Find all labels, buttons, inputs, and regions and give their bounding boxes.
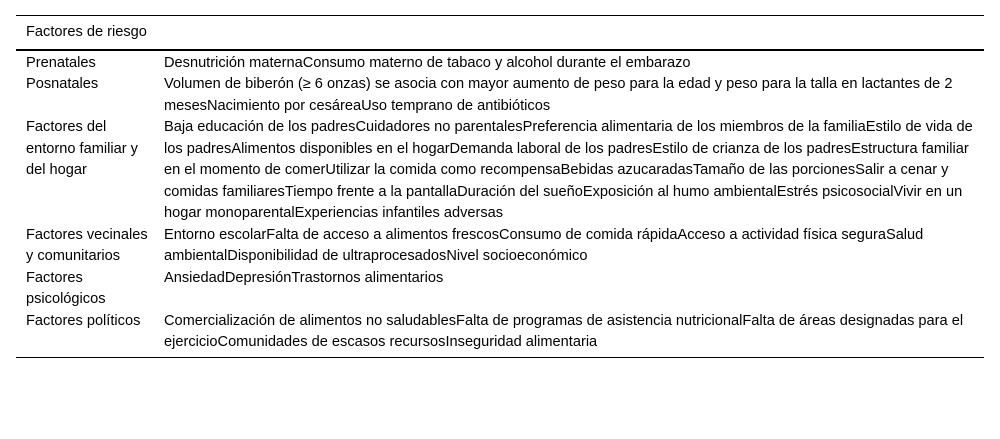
- table-body: [16, 50, 984, 358]
- table-row-entorno-familiar: [16, 117, 984, 225]
- table-header: [16, 16, 984, 50]
- table-row-vecinales: [16, 225, 984, 268]
- factor-items: Comercialización de alimentos no saludablesFalta de programas de asistencia nutricionalFalta de áreas designadas para el ejercicioComunidades de escasos recursosInseguridad alimentaria: [164, 312, 964, 350]
- factor-label: Factores del entorno familiar y del hogar: [26, 119, 138, 178]
- factor-label: Prenatales: [26, 54, 96, 71]
- factor-items: Volumen de biberón (≥ 6 onzas) se asocia con mayor aumento de peso para la edad y peso para la talla en lactantes de 2 mesesNacimiento por cesáreaUso temprano de antibióticos: [164, 76, 953, 114]
- header-empty: [160, 16, 984, 50]
- factor-items: Baja educación de los padresCuidadores no parentalesPreferencia alimentaria de los miembros de la familiaEstilo de vida de los padresAlimentos disponibles en el hogarDemanda laboral de los padresEstilo de crianza de los padresEstructura familiar en el momento de comerUtilizar la comida como recompensaBebidas azucaradasTamaño de las porcionesSalir a cenar y comidas familiaresTiempo frente a la pantallaDuración del sueñoExposición al humo ambientalEstrés psicosocialVivir en un hogar monoparentalExperiencias infantiles adversas: [164, 119, 973, 221]
- factor-label: Factores psicológicos: [26, 269, 106, 307]
- table-row-psicologicos: [16, 268, 984, 311]
- table-header-row: [16, 16, 984, 50]
- factor-label: Factores políticos: [26, 312, 141, 329]
- table-row-prenatales: [16, 50, 984, 75]
- factor-items: AnsiedadDepresiónTrastornos alimentarios: [164, 269, 444, 286]
- header-risk-factors: Factores de riesgo: [26, 24, 147, 40]
- risk-factors-table: [16, 15, 984, 358]
- factor-items: Desnutrición maternaConsumo materno de tabaco y alcohol durante el embarazo: [164, 54, 691, 71]
- table-row-politicos: [16, 311, 984, 358]
- factor-label: Factores vecinales y comunitarios: [26, 226, 148, 264]
- risk-factors-table-container: [16, 15, 984, 358]
- table-row-posnatales: [16, 74, 984, 117]
- factor-label: Posnatales: [26, 76, 99, 92]
- factor-items: Entorno escolarFalta de acceso a alimentos frescosConsumo de comida rápidaAcceso a actividad física seguraSalud ambientalDisponibilidad de ultraprocesadosNivel socioeconómico: [164, 226, 924, 264]
